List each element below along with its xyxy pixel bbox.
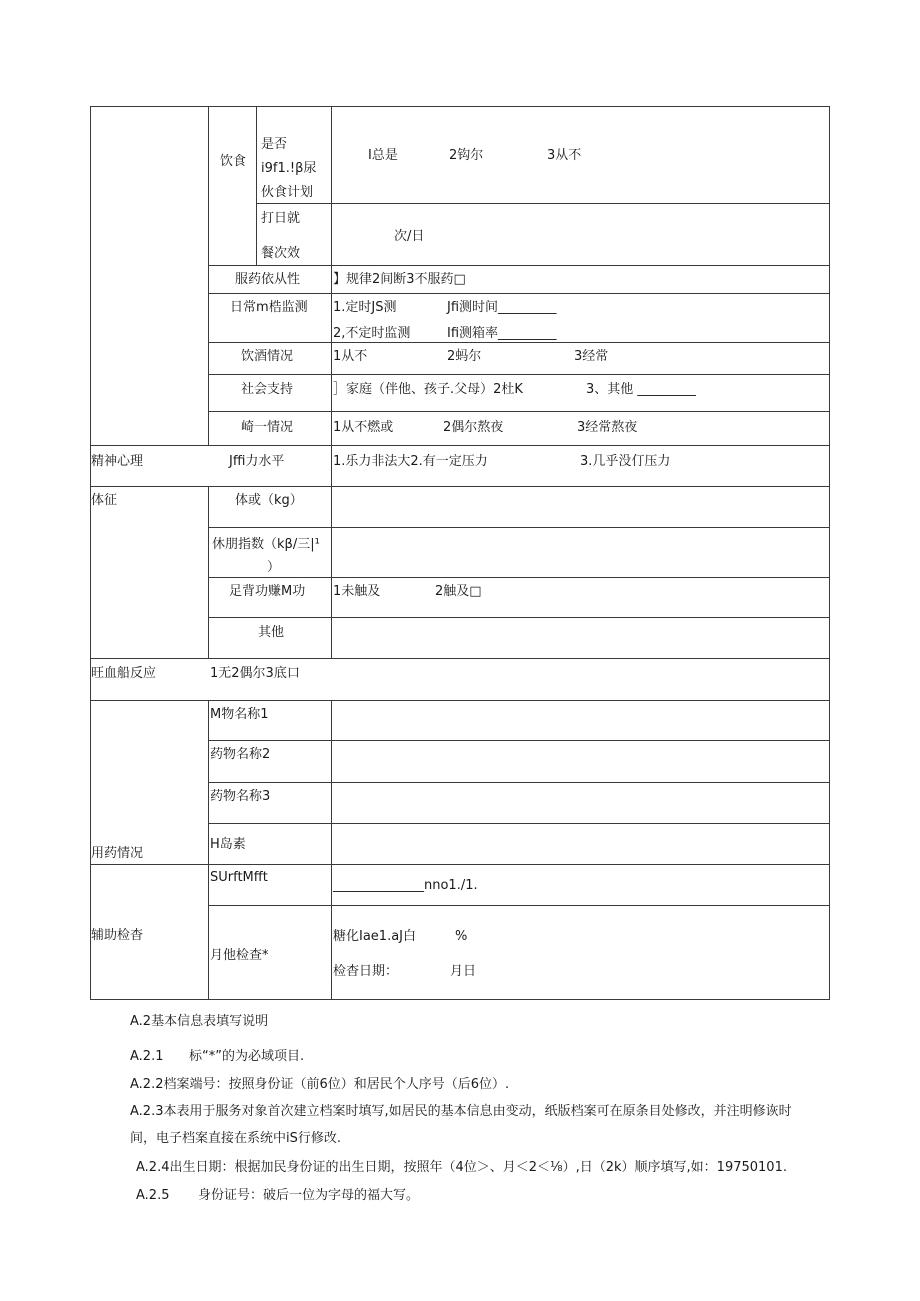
monitor-time-field[interactable]: Jfi测时间_________ [447,300,557,315]
foot-pulse-label: 足背功赚M功 [229,584,306,599]
diet-plan-question-line1: 是否 [261,137,288,152]
mental-label: 精神心理 [91,454,144,469]
diet-plan-question-line3: 伙食计划 [261,185,314,200]
weight-label: 体或（kg） [235,493,303,508]
note-2-1-number: A.2.1 [130,1049,164,1064]
note-2-5-number: A.2.5 [136,1188,170,1203]
diet-plan-option-sometimes[interactable]: 2钩尔 [449,148,484,163]
stress-option-high-medium[interactable]: 1.乐力非法大2.有一定压力 [333,454,488,469]
hba1c-label: 糖化Iae1.aJ白 [333,929,417,944]
fasting-glucose-field[interactable]: ______________nno1./1. [333,878,478,893]
note-2-3-line2: 间，电子档案直接在系统中iS行修改. [130,1131,341,1146]
staying-up-label: 崎一情况 [241,420,294,435]
bmi-label-line1: 休朋指数（kβ/三|¹ [212,537,320,552]
hypoglycemia-label: 旺血船反应 [91,666,157,681]
note-2-1-text: 标“*”的为必域项目. [189,1049,305,1064]
daily-monitor-label: 日常m梏监测 [230,300,308,315]
staying-up-option-sometimes[interactable]: 2偶尔熬夜 [443,420,504,435]
med-adherence-label: 服药依从性 [235,272,301,287]
drinking-label: 饮酒情况 [241,349,294,364]
monitor-frequency-field[interactable]: Ifi测箱率_________ [447,326,557,341]
note-2-4: A.2.4出生日期：根据加民身份证的出生日期，按照年（4位＞、月＜2＜⅛）,日（2k）顺序填写,如：19750101. [136,1160,787,1175]
note-2-5-text: 身份证号：破后一位为字母的福大写。 [198,1188,420,1203]
stress-option-none[interactable]: 3.几乎没仃压力 [580,454,671,469]
social-support-option-family[interactable]: ］家庭（伴他、孩子.父母）2杜K [333,382,523,397]
insulin-label: H岛素 [210,837,246,852]
signs-other-label: 其他 [258,625,285,640]
drinking-option-never[interactable]: 1从不 [333,349,368,364]
staying-up-option-never[interactable]: 1从不燃或 [333,420,394,435]
signs-label: 体征 [91,493,118,508]
drinking-option-sometimes[interactable]: 2蚂尔 [447,349,482,364]
diet-label: 饮食 [220,154,247,169]
drinking-option-often[interactable]: 3经常 [574,349,609,364]
diet-plan-option-always[interactable]: I总是 [368,148,398,163]
foot-pulse-option-absent[interactable]: 1未触及 [333,584,381,599]
drug-name-3-label: 药物名称3 [210,789,271,804]
hypoglycemia-options[interactable]: 1无2偶尔3底口 [210,666,300,681]
drug-name-2-label: 药物名称2 [210,747,271,762]
diet-plan-question-line2: i9f1.!β尿 [261,161,317,176]
bmi-label-line2: ） [267,560,281,575]
diet-plan-option-never[interactable]: 3从不 [547,148,582,163]
stress-level-label: Jffi力水平 [229,454,285,469]
foot-pulse-option-present[interactable]: 2触及□ [435,584,482,599]
note-2-3-line1: A.2.3本表用于服务对象首次建立档案时填写,如居民的基本信息由变动，纸版档案可在原条目处修改，并注明修诙时 [130,1104,792,1119]
aux-exam-label: 辅助检杳 [91,928,144,943]
other-exam-label: 月他检查* [210,948,269,963]
exam-date-label: 检杳日期： [333,964,399,979]
fasting-glucose-label: SUrftMfft [210,870,268,885]
instructions-title: A.2基本信息表填写说明 [130,1014,269,1029]
meals-question-line1: 打日就 [261,211,301,226]
monitor-option-unscheduled[interactable]: 2,不定时监测 [333,326,411,341]
staying-up-option-often[interactable]: 3经常熬夜 [577,420,638,435]
drug-name-1-label: M物名称1 [210,707,269,722]
note-2-2: A.2.2档案端号：按照身份证（前6位）和居民个人序号（后6位）. [130,1077,510,1092]
social-support-option-other[interactable]: 3、其他 _________ [586,382,696,397]
medication-label: 用药情况 [91,846,144,861]
med-adherence-options[interactable]: 】规律2间断3不服药□ [333,272,466,287]
social-support-label: 社会支持 [241,382,294,397]
meals-per-day-field[interactable]: 次/日 [394,229,425,244]
monitor-option-scheduled[interactable]: 1.定时JS测 [333,300,397,315]
meals-question-line2: 餐次效 [261,246,301,261]
hba1c-unit: % [455,929,468,944]
exam-date-field[interactable]: 月日 [450,964,477,979]
